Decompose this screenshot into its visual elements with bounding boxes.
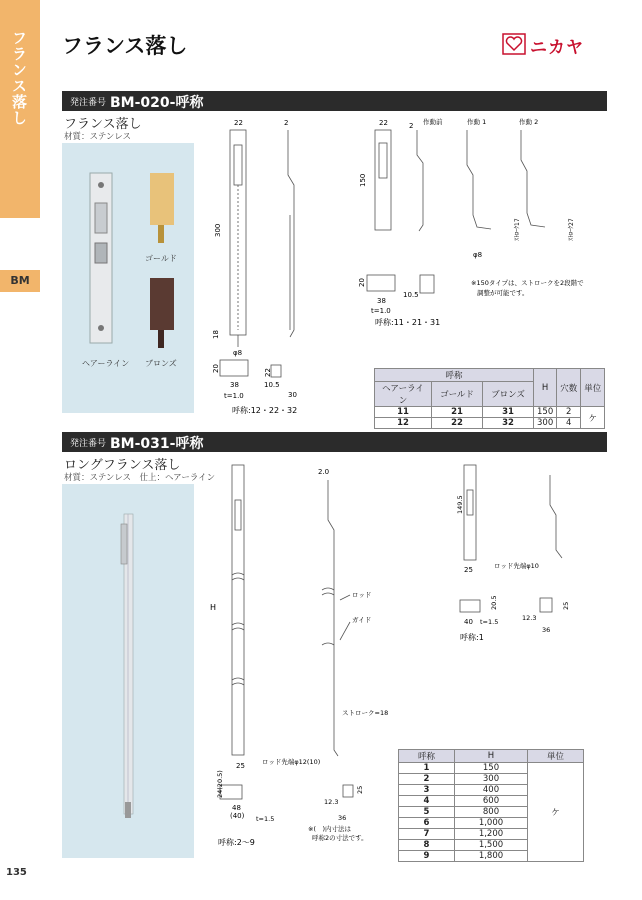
table-row: 9 1,800	[399, 851, 584, 862]
product-name-2: ロングフランス落し	[64, 458, 181, 473]
dim-t15-r: t=1.5	[480, 618, 499, 626]
dim-10-5-150: 10.5	[403, 291, 419, 299]
side-tab-label: フランス落し	[10, 30, 28, 126]
dim-thickness-150: 2	[409, 122, 414, 130]
table-row: 11 21 31 150 2 ケ	[375, 407, 605, 418]
dim-thickness: 2	[284, 119, 289, 127]
dim-stroke-27: ｽﾄﾛｰｸ27	[568, 218, 575, 241]
table-row: 5 800	[399, 807, 584, 818]
dim-48: 48	[232, 804, 241, 812]
side-tab	[0, 0, 40, 218]
product-photo-2	[62, 484, 194, 858]
dim-plate-10-5: 10.5	[264, 381, 280, 389]
dim-plate-38: 38	[230, 381, 239, 389]
table-row: 8 1,500	[399, 840, 584, 851]
table-row: 1 150 ケ	[399, 763, 584, 774]
product-photo	[62, 143, 194, 413]
dim-width-150: 22	[379, 119, 388, 127]
model-label-2-9: 呼称:2～9	[218, 838, 255, 847]
table-row: 3 400	[399, 785, 584, 796]
dim-height-150: 150	[359, 173, 367, 187]
caption-bronze: ブロンズ	[145, 359, 177, 368]
note-2-line-1: ※( )内寸法は	[308, 825, 352, 833]
drawing-bm031	[200, 460, 400, 860]
drawing-bm020-300	[200, 115, 330, 420]
dim-40-r: 40	[464, 618, 473, 626]
dim-12-3: 12.3	[324, 798, 339, 806]
table-unit-2: ケ	[528, 763, 584, 862]
dim-25-plate-r: 25	[562, 601, 570, 610]
dim-36: 36	[338, 814, 347, 822]
product-code-2: BM-031-呼称	[110, 436, 204, 452]
product-name: フランス落し	[64, 117, 142, 132]
spec-table-bm020	[374, 368, 605, 429]
table-row: 2 300	[399, 774, 584, 785]
note-line-2: 調整が可能です。	[477, 289, 529, 297]
caption-gold: ゴールド	[145, 254, 177, 263]
table-header-unit: 単位	[581, 369, 605, 407]
drawing-bm031-1	[440, 460, 610, 650]
spec-table-bm031	[398, 749, 584, 862]
dim-phi8: φ8	[233, 349, 243, 357]
dim-20-5: 20.5	[490, 595, 498, 610]
product-code: BM-020-呼称	[110, 95, 204, 111]
table-header-bronze: ブロンズ	[483, 382, 534, 407]
dim-149-5: 149.5	[456, 495, 464, 514]
dim-stroke-17: ｽﾄﾛｰｸ17	[514, 218, 521, 241]
category-badge: BM	[0, 270, 40, 292]
label-rod-tip: ロッド先端φ12(10)	[262, 758, 321, 766]
dim-36-r: 36	[542, 626, 551, 634]
caption-hairline: ヘアーライン	[82, 359, 130, 368]
model-label-12-22-32: 呼称:12・22・32	[232, 406, 298, 415]
page-title: フランス落し	[62, 34, 188, 58]
brand-logo	[502, 33, 587, 58]
dim-t15: t=1.5	[256, 815, 275, 823]
dim-24-20-5: 24(20.5)	[216, 770, 224, 798]
state-before: 作動前	[423, 118, 443, 126]
drawing-bm020-150	[345, 115, 607, 330]
dim-plate-22: 22	[264, 368, 272, 377]
table-row: 12 22 32 300 4	[375, 418, 605, 429]
table-unit: ケ	[581, 407, 605, 429]
table-header-holes: 穴数	[557, 369, 581, 407]
dim-25: 25	[236, 762, 245, 770]
dim-25-plate: 25	[356, 785, 364, 794]
dim-phi8-150: φ8	[473, 251, 483, 259]
dim-12-3-r: 12.3	[522, 614, 537, 622]
order-number-label-2: 発注番号	[70, 439, 107, 449]
brand-name: ニカヤ	[530, 38, 584, 58]
state-1: 作動 1	[467, 118, 487, 126]
flush-bolt-photo-icon	[62, 143, 194, 413]
material-text: 材質：ステンレス	[64, 132, 131, 142]
model-label-11-21-31: 呼称:11・21・31	[375, 318, 441, 327]
table-header-gold: ゴールド	[432, 382, 483, 407]
dim-rod-2-0: 2.0	[318, 468, 330, 476]
table-group-header: 呼称	[375, 369, 534, 382]
dim-25-r: 25	[464, 566, 473, 574]
dim-h: H	[210, 603, 217, 612]
heart-logo-icon	[502, 33, 526, 55]
dim-18: 18	[212, 330, 220, 339]
dim-height: 300	[214, 223, 222, 237]
table-row: 7 1,200	[399, 829, 584, 840]
dim-t10: t=1.0	[224, 392, 244, 400]
long-bolt-photo-icon	[62, 484, 194, 858]
table-header-h: H	[534, 369, 557, 407]
table-header-unit-2: 単位	[528, 750, 584, 763]
section-header-bm020	[62, 91, 607, 111]
note-2-line-2: 呼称2の寸法です。	[312, 834, 368, 842]
dim-t10-150: t=1.0	[371, 307, 391, 315]
label-guide: ガイド	[352, 616, 372, 624]
table-header-h-2: H	[454, 750, 527, 763]
label-stroke: ストローク=18	[342, 709, 389, 717]
state-2: 作動 2	[519, 118, 539, 126]
table-header-hairline: ヘアーライン	[375, 382, 432, 407]
dim-plate-20: 20	[212, 364, 220, 373]
dim-plate-38-150: 38	[377, 297, 386, 305]
dim-plate-30: 30	[288, 391, 297, 399]
dim-40: (40)	[230, 812, 245, 820]
order-number-label: 発注番号	[70, 98, 107, 108]
note-line-1: ※150タイプは、ストロークを2段階で	[471, 279, 584, 287]
table-row: 6 1,000	[399, 818, 584, 829]
table-header-name: 呼称	[399, 750, 455, 763]
dim-width: 22	[234, 119, 243, 127]
model-label-1: 呼称:1	[460, 633, 484, 642]
material-text-2: 材質：ステンレス 仕上：ヘアーライン	[64, 473, 216, 483]
label-rod: ロッド	[352, 591, 372, 599]
dim-plate-20-150: 20	[358, 278, 366, 287]
section-header-bm031	[62, 432, 607, 452]
table-row: 4 600	[399, 796, 584, 807]
label-rod-tip-10: ロッド先端φ10	[494, 562, 539, 570]
page-number: 135	[6, 867, 27, 878]
